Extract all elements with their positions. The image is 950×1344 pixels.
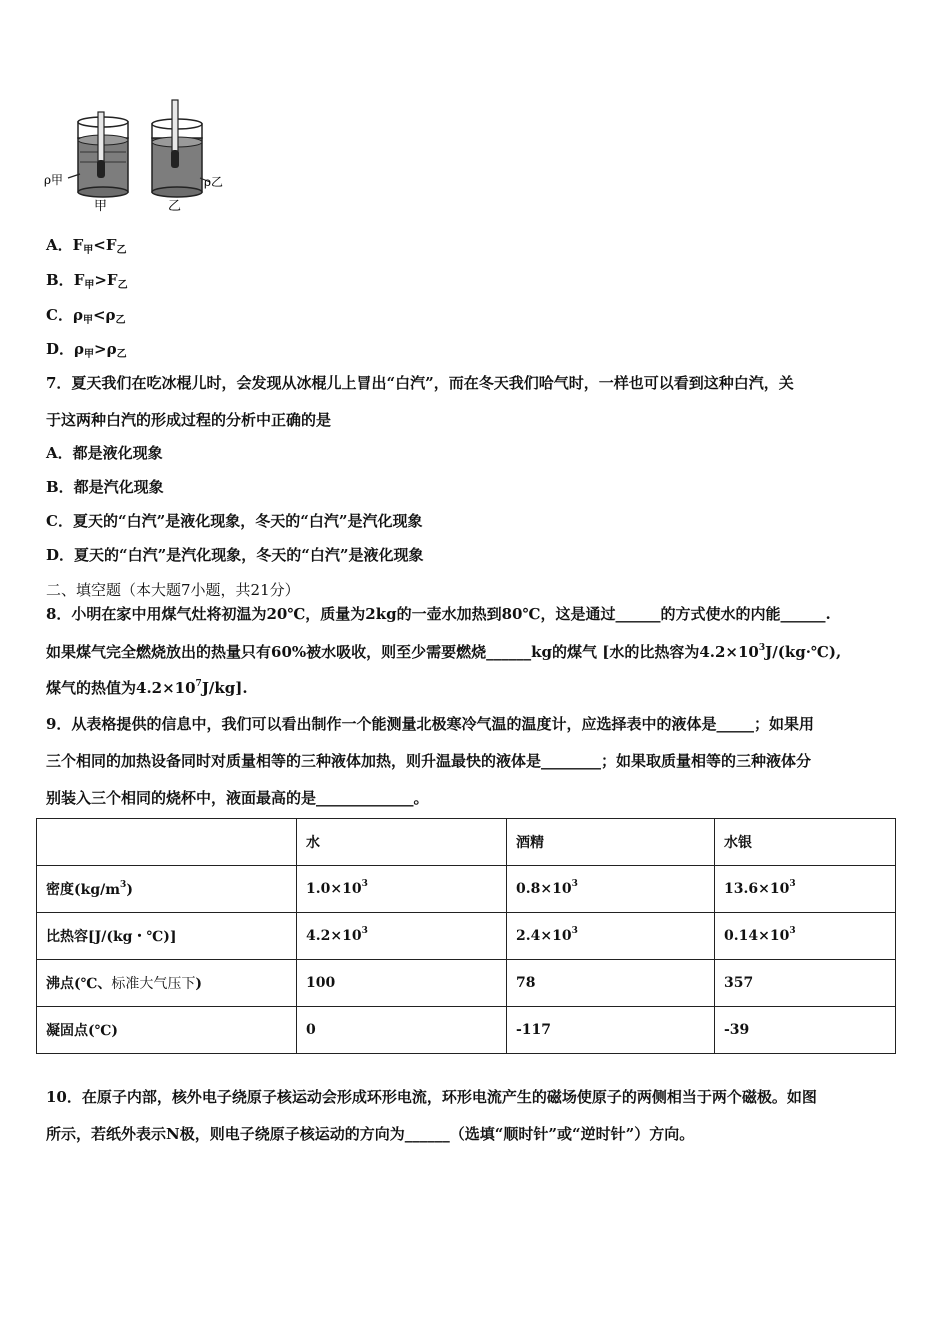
- table-row: [37, 913, 896, 960]
- q8-line2: 如果煤气完全燃烧放出的热量只有60%被水吸收，则至少需要燃烧______kg的煤气 [水的比热容为$4.2\times 10^3J/(kg\cdot℃)$,: [46, 643, 842, 661]
- q9-line3: 别装入三个相同的烧杯中，液面最高的是_____________。: [46, 789, 429, 807]
- figure-label-left: 甲: [94, 199, 108, 214]
- q8-line3: 煤气的热值为$4.2\times 10^7J/kg$].: [46, 679, 248, 697]
- table-row: [37, 960, 896, 1007]
- figure-label-right: 乙: [168, 199, 182, 214]
- q7-option-d: D．夏天的“白汽”是汽化现象，冬天的“白汽”是液化现象: [46, 546, 424, 564]
- table-header-cell: [37, 819, 297, 866]
- q7-option-b: B．都是汽化现象: [46, 478, 164, 496]
- table-cell: $2.4\times 10^3$: [507, 913, 715, 960]
- beaker-left: [68, 112, 128, 197]
- q6-option-b: B．$F_甲>F_乙$: [46, 271, 128, 291]
- row-label-freezing-point: 凝固点(℃): [37, 1007, 297, 1054]
- q7-option-c: C．夏天的“白汽”是液化现象，冬天的“白汽”是汽化现象: [46, 512, 423, 530]
- row-label-specific-heat: 比热容[J/(kg・℃)]: [37, 913, 297, 960]
- rho-right-label: ρ乙: [204, 175, 224, 189]
- rho-left-label: ρ甲: [44, 173, 64, 187]
- table-header-cell: 酒精: [507, 819, 715, 866]
- q10-line2: 所示，若纸外表示N极，则电子绕原子核运动的方向为______（选填“顺时针”或“逆时针”）方向。: [46, 1125, 695, 1143]
- table-header-cell: 水银: [715, 819, 896, 866]
- q8-line1: 8．小明在家中用煤气灶将初温为20℃，质量为2kg的一壶水加热到80℃，这是通过______的方式使水的内能______.: [46, 605, 831, 623]
- table-cell: 357: [715, 960, 896, 1007]
- table-header-cell: 水: [297, 819, 507, 866]
- q9-line1: 9．从表格提供的信息中，我们可以看出制作一个能测量北极寒冷气温的温度计，应选择表中的液体是_____；如果用: [46, 715, 814, 733]
- table-cell: $1.0\times 10^3$: [297, 866, 507, 913]
- table-cell: 100: [297, 960, 507, 1007]
- q6-option-c: C．$\rho_甲<\rho_乙$: [46, 306, 126, 326]
- section-heading: 二、填空题（本大题7小题，共21分）: [46, 581, 300, 599]
- table-row: [37, 866, 896, 913]
- row-label-boiling-point: 沸点(℃、标准大气压下): [37, 960, 297, 1007]
- table-cell: $0.14\times 10^3$: [715, 913, 896, 960]
- table-cell: 78: [507, 960, 715, 1007]
- table-header-row: [37, 819, 896, 866]
- table-row: [37, 1007, 896, 1054]
- q7-option-a: A．都是液化现象: [46, 444, 163, 462]
- beaker-figure: [40, 98, 240, 216]
- beaker-right: [152, 100, 210, 197]
- q6-option-d: D．$\rho_甲>\rho_乙$: [46, 340, 127, 360]
- q9-line2: 三个相同的加热设备同时对质量相等的三种液体加热，则升温最快的液体是________；如果取质量相等的三种液体分: [46, 752, 812, 770]
- q7-stem-line1: 7．夏天我们在吃冰棍儿时，会发现从冰棍儿上冒出“白汽”，而在冬天我们哈气时，一样也可以看到这种白汽，关: [46, 374, 794, 392]
- table-cell: $4.2\times 10^3$: [297, 913, 507, 960]
- q10-line1: 10．在原子内部，核外电子绕原子核运动会形成环形电流，环形电流产生的磁场使原子的两侧相当于两个磁极。如图: [46, 1088, 817, 1106]
- table-cell: -117: [507, 1007, 715, 1054]
- row-label-density: 密度$(kg/m^3)$: [37, 866, 297, 913]
- q7-stem-line2: 于这两种白汽的形成过程的分析中正确的是: [46, 411, 332, 429]
- liquid-properties-table: [36, 818, 896, 1054]
- table-cell: -39: [715, 1007, 896, 1054]
- table-cell: $0.8\times 10^3$: [507, 866, 715, 913]
- table-cell: $13.6\times 10^3$: [715, 866, 896, 913]
- table-cell: 0: [297, 1007, 507, 1054]
- q6-option-a: A．$F_甲<F_乙$: [46, 236, 127, 256]
